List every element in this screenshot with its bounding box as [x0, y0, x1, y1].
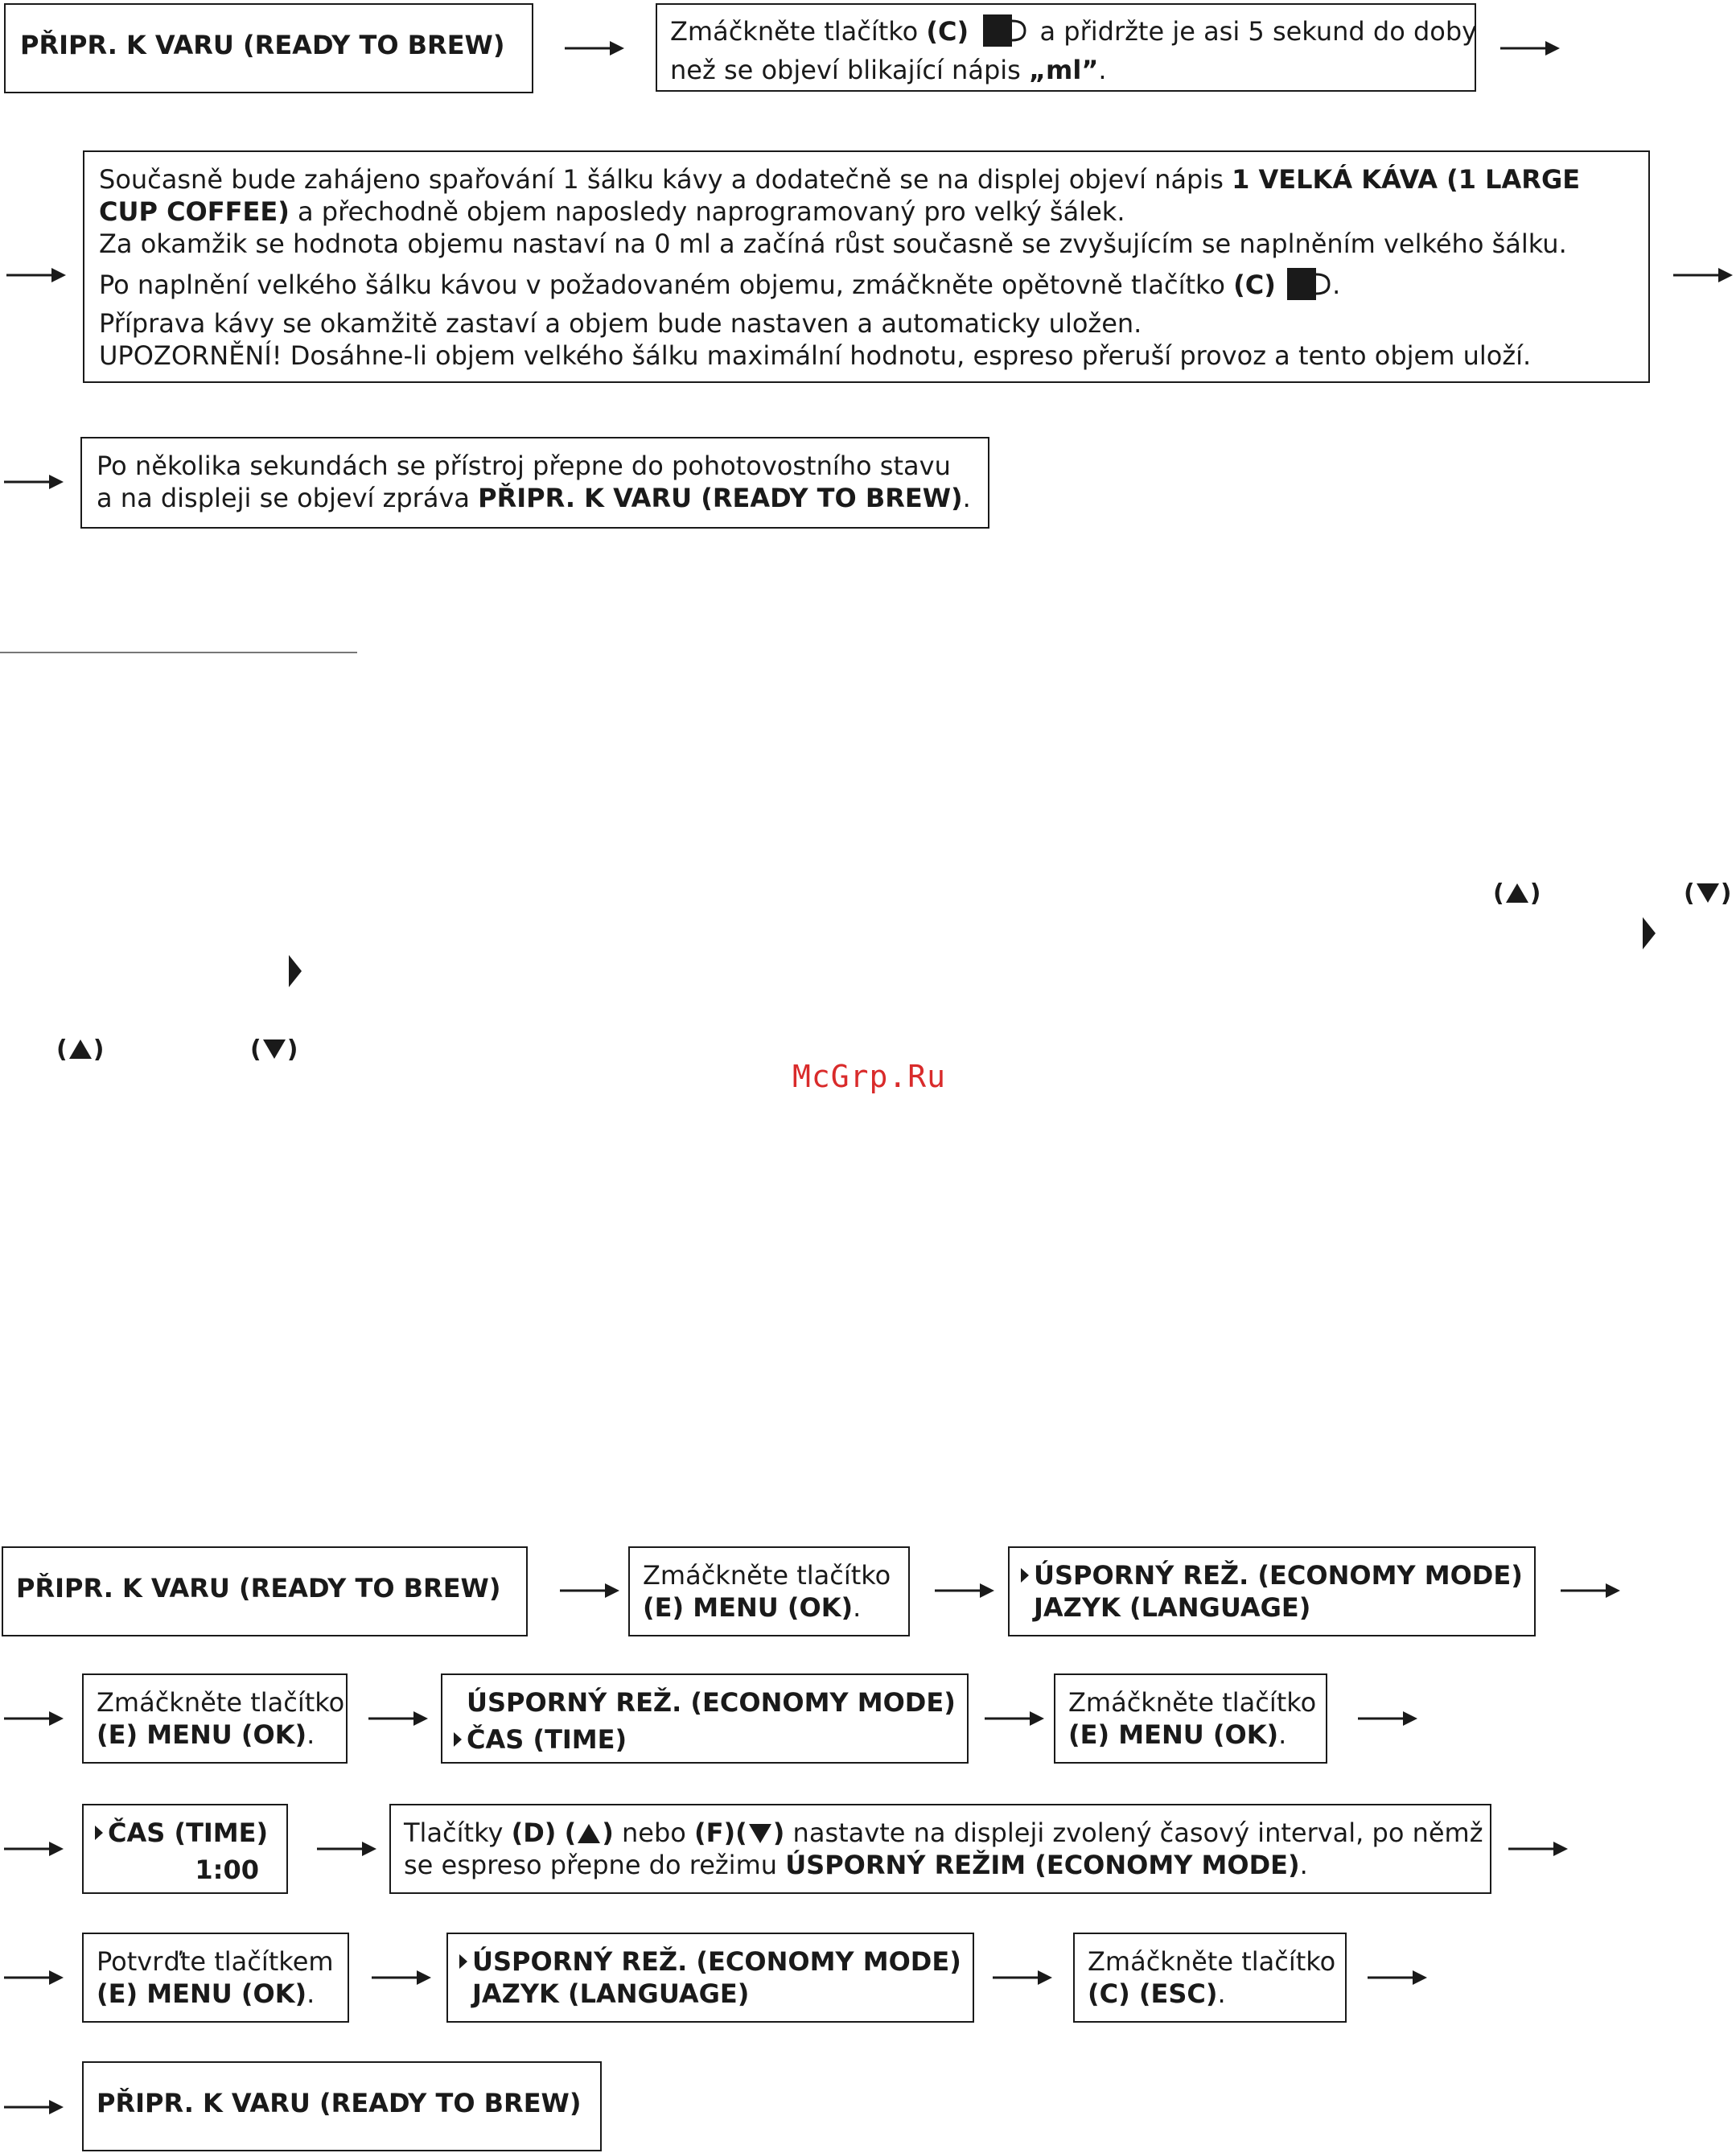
instruction-text: Zmáčkněte tlačítko: [1068, 1687, 1317, 1718]
economy-mode-item: ÚSPORNÝ REŽ. (ECONOMY MODE): [467, 1687, 956, 1718]
right-arrow-icon: [560, 1581, 619, 1600]
right-arrow-icon: [935, 1581, 994, 1600]
ready-to-brew-text: PŘIPR. K VARU (READY TO BREW): [16, 1573, 501, 1603]
up-key-symbol: ( ): [564, 1817, 614, 1848]
right-arrow-icon: [4, 472, 64, 492]
menu-ok-label: (E) MENU (OK): [97, 1978, 307, 2009]
set-interval-box: [389, 1804, 1491, 1894]
right-arrow-icon: [372, 1968, 431, 1987]
press-menu-box: [1054, 1673, 1327, 1764]
selector-triangle-icon: [454, 1732, 462, 1747]
up-triangle-icon: [578, 1824, 600, 1843]
right-arrow-icon: [4, 1968, 64, 1987]
instruction-text: Zmáčkněte tlačítko: [643, 1560, 891, 1591]
down-triangle-icon: [749, 1824, 771, 1843]
right-arrow-icon: [1561, 1581, 1620, 1600]
confirm-menu-box: [82, 1933, 349, 2023]
instruction-text: Zmáčkněte tlačítko: [670, 16, 927, 47]
selector-triangle-icon: [459, 1954, 467, 1969]
esc-label: (C) (ESC): [1088, 1978, 1218, 2009]
standby-text: a na displeji se objeví zpráva: [97, 483, 479, 513]
paren: (: [56, 1035, 68, 1064]
economy-mode-label: ÚSPORNÝ REŽIM (ECONOMY MODE): [785, 1850, 1300, 1880]
display-menu-box: [446, 1933, 974, 2023]
time-item: ČAS (TIME): [108, 1817, 269, 1848]
instruction-text: a přidržte je asi 5 sekund do doby: [1039, 16, 1478, 47]
button-d-label: (D): [511, 1817, 557, 1848]
display-menu-box: [1008, 1546, 1536, 1636]
punctuation: .: [1098, 55, 1107, 85]
up-triangle-icon: [69, 1039, 92, 1059]
paren: (: [1684, 879, 1695, 908]
menu-ok-label: (E) MENU (OK): [643, 1592, 854, 1623]
ready-to-brew-box: [4, 3, 533, 93]
punctuation: .: [306, 1978, 315, 2009]
paren: (: [250, 1035, 261, 1064]
large-cup-label: 1 VELKÁ KÁVA (1 LARGE: [1232, 164, 1581, 195]
display-menu-box: [441, 1673, 969, 1764]
menu-ok-label: (E) MENU (OK): [1068, 1719, 1279, 1750]
right-arrow-icon: [4, 1709, 64, 1728]
time-display-box: [82, 1804, 288, 1894]
ready-to-brew-text: PŘIPR. K VARU (READY TO BREW): [97, 2088, 582, 2118]
paren: ): [286, 1035, 298, 1064]
press-esc-box: [1073, 1933, 1347, 2023]
right-arrow-icon: [4, 2097, 64, 2117]
ready-to-brew-box: [82, 2061, 602, 2151]
paren: ): [93, 1035, 105, 1064]
standby-box: [80, 437, 989, 529]
ml-label: „ml”: [1028, 55, 1099, 85]
down-key-symbol: [250, 1035, 298, 1064]
instruction-text: Zmáčkněte tlačítko: [97, 1687, 345, 1718]
menu-ok-label: (E) MENU (OK): [97, 1719, 307, 1750]
down-key-symbol: [1684, 879, 1731, 908]
punctuation: .: [306, 1719, 315, 1750]
instruction-text: se espreso přepne do režimu: [404, 1850, 786, 1880]
punctuation: .: [1299, 1850, 1308, 1880]
cup-icon: [981, 14, 1026, 54]
right-arrow-icon: [993, 1968, 1052, 1987]
punctuation: .: [1217, 1978, 1226, 2009]
paren: (: [1493, 879, 1504, 908]
punctuation: .: [962, 483, 971, 513]
down-triangle-icon: [263, 1039, 286, 1059]
cup-icon: [1286, 268, 1331, 307]
language-item: JAZYK (LANGUAGE): [1034, 1592, 1311, 1623]
press-c-hold-box: [656, 3, 1476, 92]
selector-triangle-icon: [1643, 917, 1656, 949]
right-arrow-icon: [565, 39, 624, 58]
description-text: Po naplnění velkého šálku kávou v požadovaném objemu, zmáčkněte opětovně tlačítko: [99, 270, 1234, 300]
instruction-text: nastavte na displeji zvolený časový interval, po němž: [784, 1817, 1483, 1848]
right-arrow-icon: [985, 1709, 1044, 1728]
instruction-text: Zmáčkněte tlačítko: [1088, 1946, 1336, 1977]
paren: ): [1529, 879, 1541, 908]
punctuation: .: [853, 1592, 862, 1623]
right-arrow-icon: [1368, 1968, 1427, 1987]
description-text: a přechodně objem naposledy naprogramovaný pro velký šálek.: [289, 196, 1125, 227]
punctuation: .: [1278, 1719, 1287, 1750]
large-cup-label: CUP COFFEE): [99, 196, 290, 227]
up-triangle-icon: [1506, 883, 1528, 903]
ready-to-brew-box: [2, 1546, 528, 1636]
description-text: Současně bude zahájeno spařování 1 šálku kávy a dodatečně se na displej objeví nápis: [99, 164, 1232, 195]
button-c-label: (C): [1233, 270, 1276, 300]
up-key-symbol: [1493, 879, 1541, 908]
button-f-label: (F): [694, 1817, 736, 1848]
warning-text: UPOZORNĚNÍ! Dosáhne-li objem velkého šálku maximální hodnotu, espreso přeruší provoz a tento objem uloží.: [99, 340, 1532, 371]
standby-text: Po několika sekundách se přístroj přepne do pohotovostního stavu: [97, 451, 951, 481]
down-triangle-icon: [1697, 883, 1719, 903]
ready-to-brew-text: PŘIPR. K VARU (READY TO BREW): [478, 483, 963, 513]
economy-mode-item: ÚSPORNÝ REŽ. (ECONOMY MODE): [1034, 1560, 1523, 1591]
time-item: ČAS (TIME): [467, 1724, 627, 1755]
brewing-description-box: [83, 150, 1650, 383]
down-key-symbol: ( ): [735, 1817, 785, 1848]
instruction-text: Tlačítky: [404, 1817, 512, 1848]
selector-triangle-icon: [95, 1826, 103, 1840]
watermark: McGrp.Ru: [792, 1059, 947, 1094]
selector-triangle-icon: [1021, 1568, 1029, 1583]
economy-mode-item: ÚSPORNÝ REŽ. (ECONOMY MODE): [472, 1946, 961, 1977]
button-c-label: (C): [926, 16, 969, 47]
selector-triangle-icon: [289, 955, 302, 987]
time-value: 1:00: [195, 1855, 259, 1885]
right-arrow-icon: [1500, 39, 1560, 58]
description-text: Příprava kávy se okamžitě zastaví a objem bude nastaven a automaticky uložen.: [99, 308, 1142, 339]
description-text: Za okamžik se hodnota objemu nastaví na 0 ml a začíná růst současně se zvyšujícím se naplněním velkého šálku.: [99, 228, 1567, 259]
right-arrow-icon: [4, 1839, 64, 1859]
right-arrow-icon: [317, 1839, 376, 1859]
ready-to-brew-text: PŘIPR. K VARU (READY TO BREW): [20, 30, 505, 60]
instruction-text: nebo: [613, 1817, 695, 1848]
paren: ): [1720, 879, 1732, 908]
instruction-text: než se objeví blikající nápis: [670, 55, 1029, 85]
right-arrow-icon: [368, 1709, 428, 1728]
right-arrow-icon: [1673, 266, 1733, 285]
up-key-symbol: [56, 1035, 104, 1064]
right-arrow-icon: [1508, 1839, 1568, 1859]
punctuation: .: [1332, 270, 1341, 300]
right-arrow-icon: [1358, 1709, 1417, 1728]
language-item: JAZYK (LANGUAGE): [472, 1978, 750, 2009]
press-menu-box: [628, 1546, 910, 1636]
right-arrow-icon: [6, 266, 66, 285]
section-divider: [0, 652, 357, 653]
press-menu-box: [82, 1673, 348, 1764]
instruction-text: Potvrďte tlačítkem: [97, 1946, 334, 1977]
